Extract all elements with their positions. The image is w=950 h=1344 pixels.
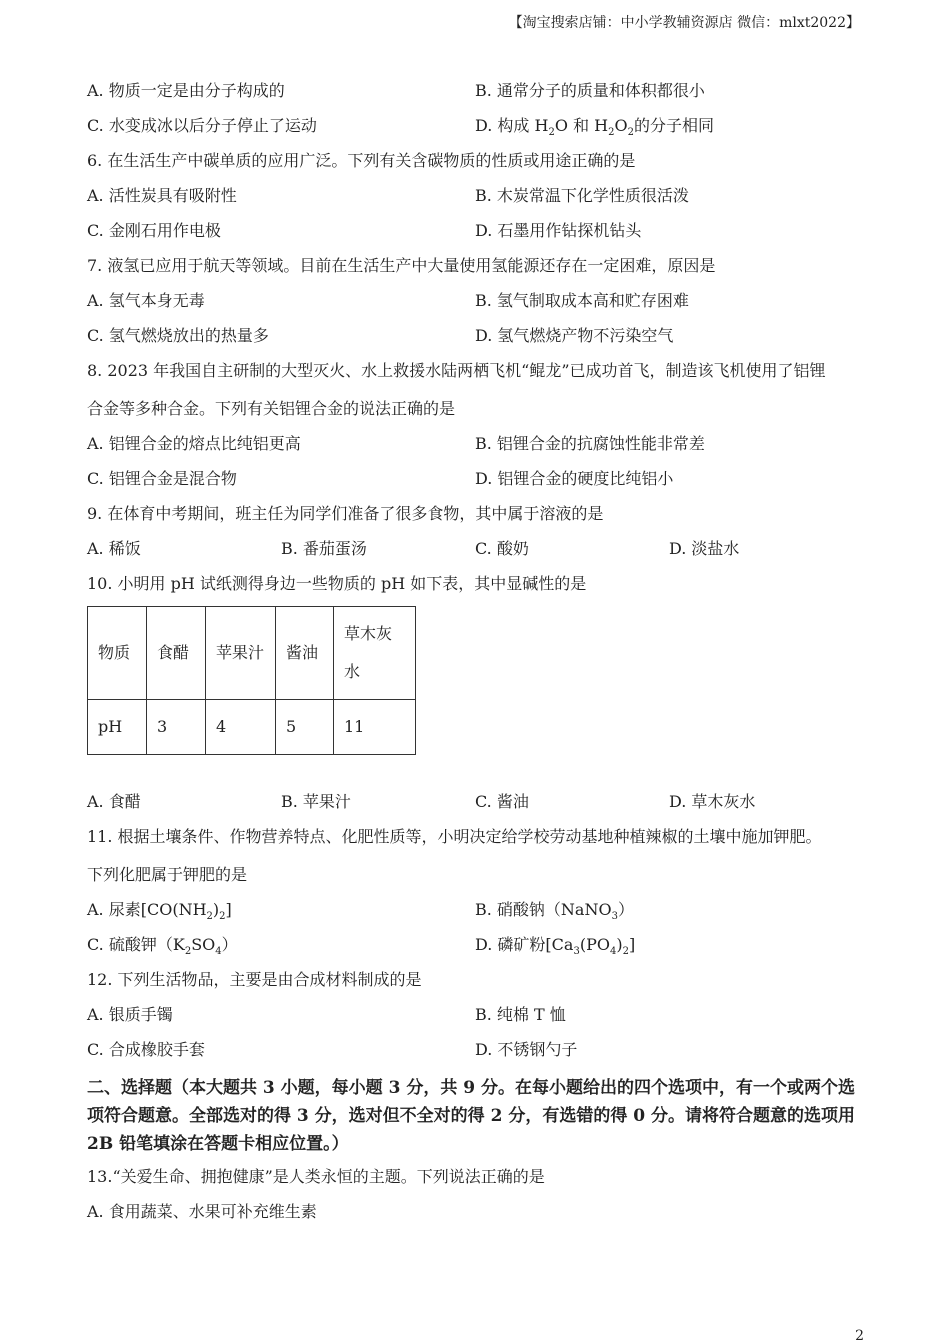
subscript: 2 — [627, 127, 634, 139]
q11-b-text: B. 硝酸钠（NaNO — [475, 900, 612, 919]
q12-options-row2 — [87, 1037, 877, 1072]
q11-a-text: A. 尿素[CO(NH — [87, 900, 207, 919]
table-row — [88, 700, 416, 755]
subscript: 2 — [548, 127, 555, 139]
subscript: 2 — [219, 911, 226, 923]
subscript: 3 — [611, 911, 618, 923]
q9-stem: 9. 在体育中考期间，班主任为同学们准备了很多食物，其中属于溶液的是 — [87, 504, 604, 523]
table-cell: 酱油 — [276, 607, 334, 700]
q11-d-text: ) — [616, 935, 623, 954]
subscript: 2 — [622, 946, 629, 958]
q11-option-c — [87, 932, 475, 967]
q8-stem-line2: 合金等多种合金。下列有关铝锂合金的说法正确的是 — [87, 399, 456, 418]
q11-stem-line1: 11. 根据土壤条件、作物营养特点、化肥性质等，小明决定给学校劳动基地种植辣椒的土壤中施加钾肥。 — [87, 827, 822, 846]
q11-a-text: ) — [212, 900, 220, 919]
q11-options-row1 — [87, 897, 877, 932]
q7-options-row1 — [87, 288, 877, 323]
q13-stem: 13.“关爱生命、拥抱健康”是人类永恒的主题。下列说法正确的是 — [87, 1167, 545, 1186]
q11-option-a — [87, 897, 475, 932]
q9-option-d: D. 淡盐水 — [669, 539, 740, 558]
q6-stem: 6. 在生活生产中碳单质的应用广泛。下列有关含碳物质的性质或用途正确的是 — [87, 151, 636, 170]
q12-option-a: A. 银质手镯 — [87, 1005, 173, 1024]
table-cell: 物质 — [88, 607, 147, 700]
q8-options-row1 — [87, 431, 877, 466]
q12-option-d: D. 不锈钢勺子 — [475, 1040, 578, 1059]
q5-d-text: O 和 H — [554, 116, 609, 135]
q11-option-b — [475, 897, 863, 932]
ph-table — [87, 606, 416, 755]
q11-option-d — [475, 932, 863, 967]
q12-options-row1 — [87, 1002, 877, 1037]
subscript: 2 — [184, 946, 192, 958]
q10-option-d: D. 草木灰水 — [669, 792, 756, 811]
q7-options-row2 — [87, 323, 877, 358]
q11-options-row2 — [87, 932, 877, 967]
q11-c-text: SO — [191, 935, 216, 954]
subscript: 2 — [608, 127, 615, 139]
q6-option-a: A. 活性炭具有吸附性 — [87, 186, 237, 205]
table-cell: 苹果汁 — [206, 607, 276, 700]
q11-c-text: ） — [221, 935, 238, 954]
q11-a-text: ] — [225, 900, 232, 919]
exam-content — [87, 78, 877, 1234]
q5-option-c: C. 水变成冰以后分子停止了运动 — [87, 116, 317, 135]
q5-d-text: O — [614, 116, 628, 135]
q7-option-c: C. 氢气燃烧放出的热量多 — [87, 326, 269, 345]
q9-option-a: A. 稀饭 — [87, 539, 141, 558]
q11-b-text: ） — [617, 900, 634, 919]
q6-option-c: C. 金刚石用作电极 — [87, 221, 221, 240]
q7-option-d: D. 氢气燃烧产物不污染空气 — [475, 326, 674, 345]
q7-option-b: B. 氢气制取成本高和贮存困难 — [475, 291, 689, 310]
q8-option-c: C. 铝锂合金是混合物 — [87, 469, 237, 488]
q8-option-b: B. 铝锂合金的抗腐蚀性能非常差 — [475, 434, 705, 453]
q8-option-d: D. 铝锂合金的硬度比纯铝小 — [475, 469, 674, 488]
q7-option-a: A. 氢气本身无毒 — [87, 291, 205, 310]
q7-stem: 7. 液氢已应用于航天等领域。目前在生活生产中大量使用氢能源还存在一定困难，原因是 — [87, 256, 716, 275]
subscript: 4 — [215, 946, 222, 958]
q9-options-row — [87, 536, 877, 571]
q5-options-row1 — [87, 78, 877, 113]
q5-options-row2 — [87, 113, 877, 148]
q12-option-b: B. 纯棉 T 恤 — [475, 1005, 566, 1024]
q12-stem: 12. 下列生活物品，主要是由合成材料制成的是 — [87, 970, 422, 989]
q8-option-a: A. 铝锂合金的熔点比纯铝更高 — [87, 434, 301, 453]
table-cell: 3 — [147, 700, 206, 755]
q11-d-text: ] — [628, 935, 636, 954]
q5-option-a: A. 物质一定是由分子构成的 — [87, 81, 285, 100]
table-cell: 5 — [276, 700, 334, 755]
page-number: 2 — [855, 1328, 864, 1344]
table-cell: pH — [88, 700, 147, 755]
q6-options-row1 — [87, 183, 877, 218]
q8-stem-line1: 8. 2023 年我国自主研制的大型灭火、水上救援水陆两栖飞机“鲲龙”已成功首飞，制造该飞机使用了铝锂 — [87, 361, 826, 380]
subscript: 4 — [609, 946, 617, 958]
table-cell: 11 — [334, 700, 416, 755]
subscript: 2 — [206, 911, 213, 923]
q6-options-row2 — [87, 218, 877, 253]
q10-option-a: A. 食醋 — [87, 792, 141, 811]
q5-option-d — [475, 113, 863, 148]
q5-option-b: B. 通常分子的质量和体积都很小 — [475, 81, 705, 100]
q13-option-a: A. 食用蔬菜、水果可补充维生素 — [87, 1202, 317, 1221]
q10-option-b: B. 苹果汁 — [281, 792, 351, 811]
q6-option-b: B. 木炭常温下化学性质很活泼 — [475, 186, 689, 205]
q6-option-d: D. 石墨用作钻探机钻头 — [475, 221, 642, 240]
q11-d-text: D. 磷矿粉[Ca — [475, 935, 574, 954]
table-row — [88, 607, 416, 700]
q11-d-text: (PO — [579, 935, 610, 954]
q11-c-text: C. 硫酸钾（K — [87, 935, 185, 954]
subscript: 3 — [573, 946, 580, 958]
q10-options-row — [87, 789, 877, 824]
section-2-heading: 二、选择题（本大题共 3 小题，每小题 3 分，共 9 分。在每小题给出的四个选项中，有一个或两个选项符合题意。全部选对的得 3 分，选对但不全对的得 2 分，有选错的得 0 分。请将符合题意的选项用 2B 铅笔填涂在答题卡相应位置。） — [87, 1078, 855, 1154]
q10-option-c: C. 酱油 — [475, 792, 529, 811]
q5-d-text: 的分子相同 — [633, 116, 714, 135]
table-cell: 食醋 — [147, 607, 206, 700]
page-header: 【淘宝搜索店铺：中小学教辅资源店 微信：mlxt2022】 — [508, 15, 860, 31]
table-cell: 4 — [206, 700, 276, 755]
q11-stem-line2: 下列化肥属于钾肥的是 — [87, 865, 248, 884]
q9-option-b: B. 番茄蛋汤 — [281, 539, 367, 558]
q8-options-row2 — [87, 466, 877, 501]
q10-stem: 10. 小明用 pH 试纸测得身边一些物质的 pH 如下表，其中显碱性的是 — [87, 574, 587, 593]
q12-option-c: C. 合成橡胶手套 — [87, 1040, 205, 1059]
q5-d-text: D. 构成 H — [475, 116, 549, 135]
table-cell: 草木灰水 — [334, 607, 416, 700]
q9-option-c: C. 酸奶 — [475, 539, 529, 558]
